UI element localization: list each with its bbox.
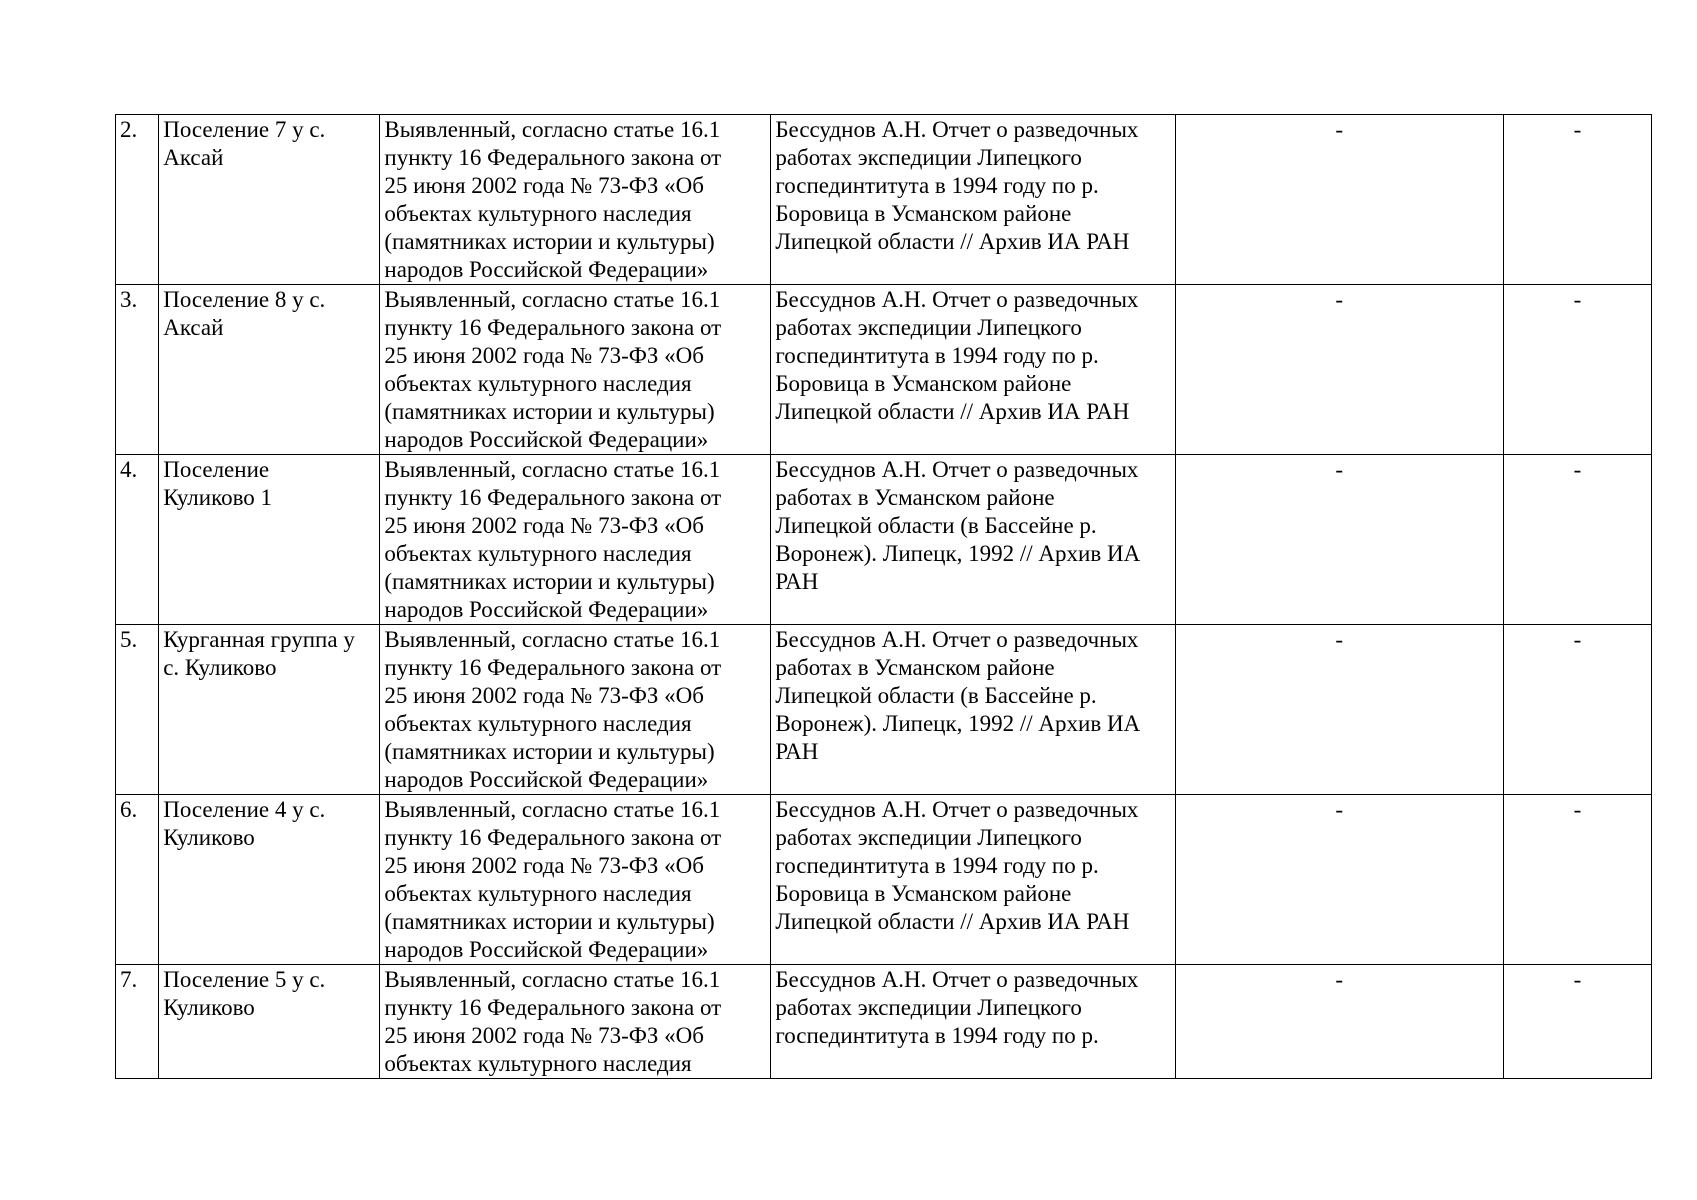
- cell-text-line: госпединтитута в 1994 году по р.: [775, 343, 1099, 368]
- source-reference-cell: [771, 115, 1175, 285]
- cell-text-line: (памятниках истории и культуры): [384, 569, 715, 594]
- table-row: [116, 625, 1652, 795]
- legal-status-cell: [380, 625, 771, 795]
- row-number-cell: 2.: [116, 115, 159, 285]
- row-number-cell: 7.: [116, 965, 159, 1079]
- cell-text-line: Бессуднов А.Н. Отчет о разведочных: [775, 627, 1139, 652]
- cell-text-line: Поселение 8 у с.: [163, 287, 326, 312]
- cell-text-line: Липецкой области // Архив ИА РАН: [775, 229, 1130, 254]
- cell-text-line: народов Российской Федерации»: [384, 427, 709, 452]
- cell-text-line: работах в Усманском районе: [775, 485, 1055, 510]
- cell-text-line: пункту 16 Федерального закона от: [384, 825, 722, 850]
- cell-text-line: Поселение 5 у с.: [163, 967, 326, 992]
- cell-text-line: госпединтитута в 1994 году по р.: [775, 173, 1099, 198]
- cell-text-line: 25 июня 2002 года № 73-ФЗ «Об: [384, 1023, 704, 1048]
- cell-text-line: госпединтитута в 1994 году по р.: [775, 1023, 1099, 1048]
- cell-text-line: Бессуднов А.Н. Отчет о разведочных: [775, 797, 1139, 822]
- legal-status-cell: [380, 795, 771, 965]
- column-5-cell: -: [1175, 285, 1503, 455]
- column-6-cell: -: [1503, 795, 1651, 965]
- row-number-cell: 3.: [116, 285, 159, 455]
- cell-text-line: народов Российской Федерации»: [384, 937, 709, 962]
- cell-text-line: работах в Усманском районе: [775, 655, 1055, 680]
- cell-text-line: Липецкой области (в Бассейне р.: [775, 513, 1097, 538]
- cell-text-line: 25 июня 2002 года № 73-ФЗ «Об: [384, 853, 704, 878]
- cell-text-line: Аксай: [163, 145, 224, 170]
- cell-text-line: объектах культурного наследия: [384, 881, 692, 906]
- cell-text-line: Бессуднов А.Н. Отчет о разведочных: [775, 457, 1139, 482]
- cell-text-line: пункту 16 Федерального закона от: [384, 655, 722, 680]
- object-name-cell: [159, 625, 380, 795]
- cell-text-line: (памятниках истории и культуры): [384, 399, 715, 424]
- column-5-cell: -: [1175, 455, 1503, 625]
- table-row: [116, 285, 1652, 455]
- object-name-cell: [159, 455, 380, 625]
- cell-text-line: объектах культурного наследия: [384, 1051, 692, 1076]
- cell-text-line: народов Российской Федерации»: [384, 767, 709, 792]
- column-5-cell: -: [1175, 115, 1503, 285]
- cell-text-line: народов Российской Федерации»: [384, 257, 709, 282]
- source-reference-cell: [771, 285, 1175, 455]
- table-row: [116, 455, 1652, 625]
- cell-text-line: объектах культурного наследия: [384, 201, 692, 226]
- cell-text-line: работах экспедиции Липецкого: [775, 995, 1082, 1020]
- cell-text-line: Боровица в Усманском районе: [775, 371, 1072, 396]
- cell-text-line: Бессуднов А.Н. Отчет о разведочных: [775, 287, 1139, 312]
- column-6-cell: -: [1503, 285, 1651, 455]
- cell-text-line: Выявленный, согласно статье 16.1: [384, 287, 721, 312]
- object-name-cell: [159, 115, 380, 285]
- cell-text-line: Воронеж). Липецк, 1992 // Архив ИА: [775, 711, 1141, 736]
- cell-text-line: народов Российской Федерации»: [384, 597, 709, 622]
- cell-text-line: Воронеж). Липецк, 1992 // Архив ИА: [775, 541, 1141, 566]
- cell-text-line: пункту 16 Федерального закона от: [384, 145, 722, 170]
- cell-text-line: Липецкой области (в Бассейне р.: [775, 683, 1097, 708]
- cell-text-line: Выявленный, согласно статье 16.1: [384, 797, 721, 822]
- table-row: [116, 115, 1652, 285]
- cell-text-line: 25 июня 2002 года № 73-ФЗ «Об: [384, 173, 704, 198]
- cell-text-line: работах экспедиции Липецкого: [775, 145, 1082, 170]
- cell-text-line: Аксай: [163, 315, 224, 340]
- cell-text-line: Выявленный, согласно статье 16.1: [384, 627, 721, 652]
- cell-text-line: Куликово: [163, 995, 255, 1020]
- table-body: [116, 115, 1652, 1079]
- source-reference-cell: [771, 965, 1175, 1079]
- row-number-cell: 6.: [116, 795, 159, 965]
- table-row: [116, 965, 1652, 1079]
- source-reference-cell: [771, 795, 1175, 965]
- cell-text-line: Липецкой области // Архив ИА РАН: [775, 399, 1130, 424]
- cell-text-line: Боровица в Усманском районе: [775, 201, 1072, 226]
- column-5-cell: -: [1175, 625, 1503, 795]
- cell-text-line: работах экспедиции Липецкого: [775, 825, 1082, 850]
- source-reference-cell: [771, 455, 1175, 625]
- cell-text-line: Поселение 4 у с.: [163, 797, 326, 822]
- cell-text-line: с. Куликово: [163, 655, 277, 680]
- table-row: [116, 795, 1652, 965]
- column-5-cell: -: [1175, 795, 1503, 965]
- legal-status-cell: [380, 965, 771, 1079]
- row-number-cell: 4.: [116, 455, 159, 625]
- column-6-cell: -: [1503, 115, 1651, 285]
- legal-status-cell: [380, 285, 771, 455]
- cell-text-line: РАН: [775, 569, 819, 594]
- column-6-cell: -: [1503, 965, 1651, 1079]
- column-6-cell: -: [1503, 625, 1651, 795]
- cell-text-line: объектах культурного наследия: [384, 541, 692, 566]
- cell-text-line: Боровица в Усманском районе: [775, 881, 1072, 906]
- column-6-cell: -: [1503, 455, 1651, 625]
- object-name-cell: [159, 795, 380, 965]
- cell-text-line: Бессуднов А.Н. Отчет о разведочных: [775, 117, 1139, 142]
- cell-text-line: Поселение 7 у с.: [163, 117, 326, 142]
- cell-text-line: Поселение: [163, 457, 270, 482]
- row-number-cell: 5.: [116, 625, 159, 795]
- heritage-objects-table: [115, 114, 1652, 1079]
- cell-text-line: госпединтитута в 1994 году по р.: [775, 853, 1099, 878]
- cell-text-line: 25 июня 2002 года № 73-ФЗ «Об: [384, 343, 704, 368]
- legal-status-cell: [380, 455, 771, 625]
- cell-text-line: пункту 16 Федерального закона от: [384, 995, 722, 1020]
- source-reference-cell: [771, 625, 1175, 795]
- cell-text-line: 25 июня 2002 года № 73-ФЗ «Об: [384, 683, 704, 708]
- cell-text-line: Выявленный, согласно статье 16.1: [384, 967, 721, 992]
- object-name-cell: [159, 285, 380, 455]
- cell-text-line: пункту 16 Федерального закона от: [384, 485, 722, 510]
- cell-text-line: РАН: [775, 739, 819, 764]
- cell-text-line: объектах культурного наследия: [384, 371, 692, 396]
- cell-text-line: Куликово: [163, 825, 255, 850]
- cell-text-line: (памятниках истории и культуры): [384, 909, 715, 934]
- legal-status-cell: [380, 115, 771, 285]
- cell-text-line: Выявленный, согласно статье 16.1: [384, 117, 721, 142]
- cell-text-line: Липецкой области // Архив ИА РАН: [775, 909, 1130, 934]
- cell-text-line: (памятниках истории и культуры): [384, 739, 715, 764]
- cell-text-line: работах экспедиции Липецкого: [775, 315, 1082, 340]
- cell-text-line: Выявленный, согласно статье 16.1: [384, 457, 721, 482]
- cell-text-line: Курганная группа у: [163, 627, 355, 652]
- cell-text-line: объектах культурного наследия: [384, 711, 692, 736]
- cell-text-line: (памятниках истории и культуры): [384, 229, 715, 254]
- cell-text-line: Бессуднов А.Н. Отчет о разведочных: [775, 967, 1139, 992]
- cell-text-line: 25 июня 2002 года № 73-ФЗ «Об: [384, 513, 704, 538]
- object-name-cell: [159, 965, 380, 1079]
- column-5-cell: -: [1175, 965, 1503, 1079]
- cell-text-line: пункту 16 Федерального закона от: [384, 315, 722, 340]
- cell-text-line: Куликово 1: [163, 485, 273, 510]
